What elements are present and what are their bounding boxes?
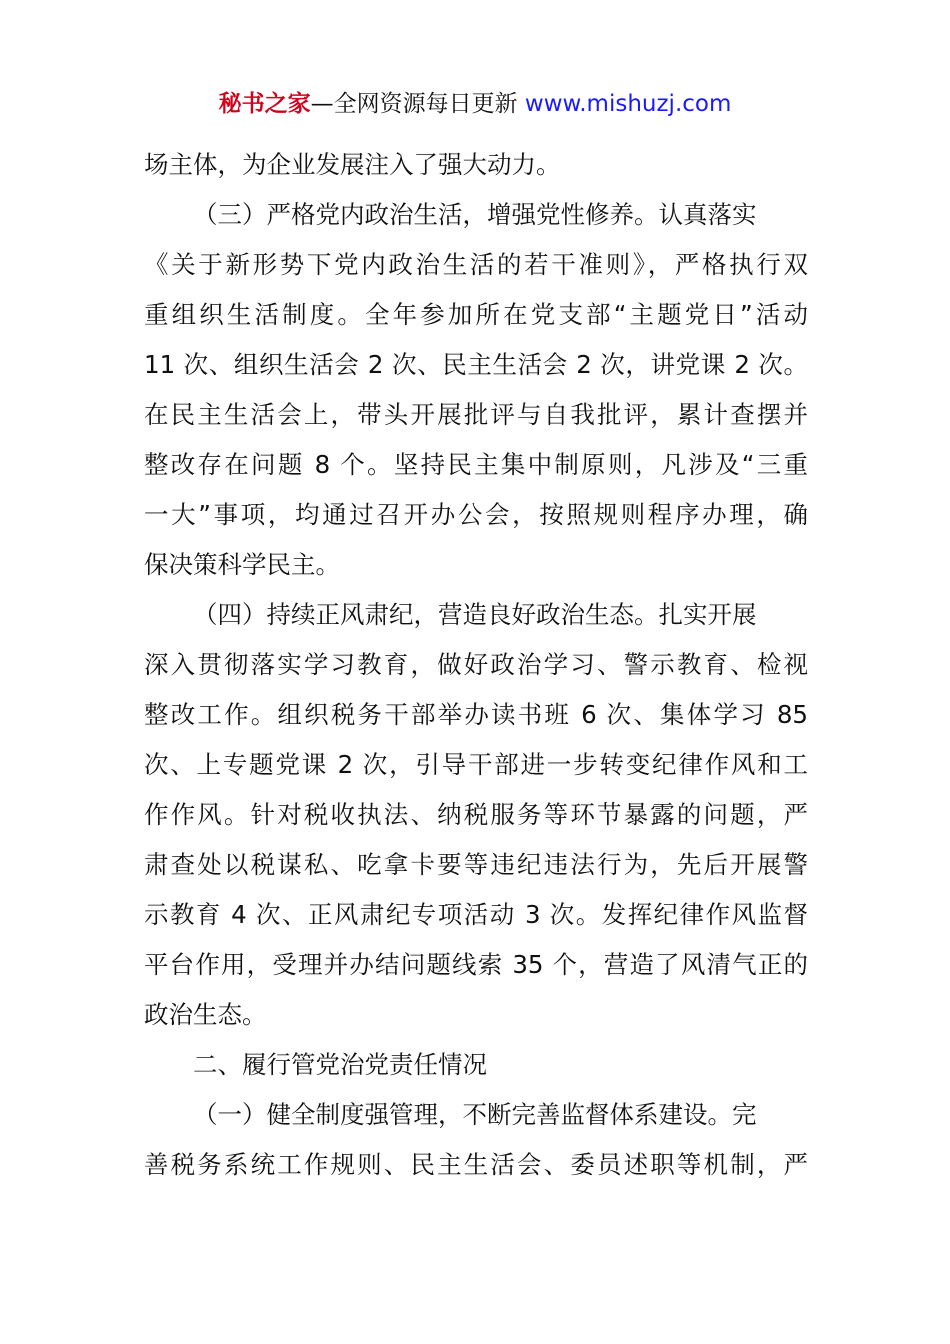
text-line: 整改工作。组织税务干部举办读书班 6 次、集体学习 85 [144,700,808,729]
section-heading-line: （三）严格党内政治生活，增强党性修养。认真落实 [193,200,757,229]
header-slogan: —全网资源每日更新 [310,91,518,117]
text-line: 深入贯彻落实学习教育，做好政治学习、警示教育、检视 [144,650,808,679]
chapter-heading-line: 二、履行管党治党责任情况 [193,1050,487,1079]
text-line: 整改存在问题 8 个。坚持民主集中制原则，凡涉及“三重 [144,450,808,479]
section-heading-line: （四）持续正风肃纪，营造良好政治生态。扎实开展 [193,600,757,629]
site-url-link[interactable]: www.mishuzj.com [524,91,732,117]
brand-name: 秘书之家 [218,91,311,117]
text-line: 场主体，为企业发展注入了强大动力。 [144,150,561,179]
section-heading-line: （一）健全制度强管理，不断完善监督体系建设。完 [193,1100,757,1129]
text-line: 善税务系统工作规则、民主生活会、委员述职等机制，严 [144,1150,808,1179]
text-line: 作作风。针对税收执法、纳税服务等环节暴露的问题，严 [144,800,808,829]
text-line: 在民主生活会上，带头开展批评与自我批评，累计查摆并 [144,400,808,429]
text-line: 11 次、组织生活会 2 次、民主生活会 2 次，讲党课 2 次。 [144,350,808,379]
text-line: 重组织生活制度。全年参加所在党支部“主题党日”活动 [144,300,808,329]
text-line: 《关于新形势下党内政治生活的若干准则》，严格执行双 [144,250,808,279]
text-line: 次、上专题党课 2 次，引导干部进一步转变纪律作风和工 [144,750,808,779]
text-line: 肃查处以税谋私、吃拿卡要等违纪违法行为，先后开展警 [144,850,808,879]
page-header [0,88,950,120]
text-line: 政治生态。 [144,1000,267,1029]
text-line: 平台作用，受理并办结问题线索 35 个，营造了风清气正的 [144,950,808,979]
text-line: 示教育 4 次、正风肃纪专项活动 3 次。发挥纪律作风监督 [144,900,808,929]
document-body [144,146,808,1196]
text-line: 保决策科学民主。 [144,550,340,579]
text-line: 一大”事项，均通过召开办公会，按照规则程序办理，确 [144,500,808,529]
